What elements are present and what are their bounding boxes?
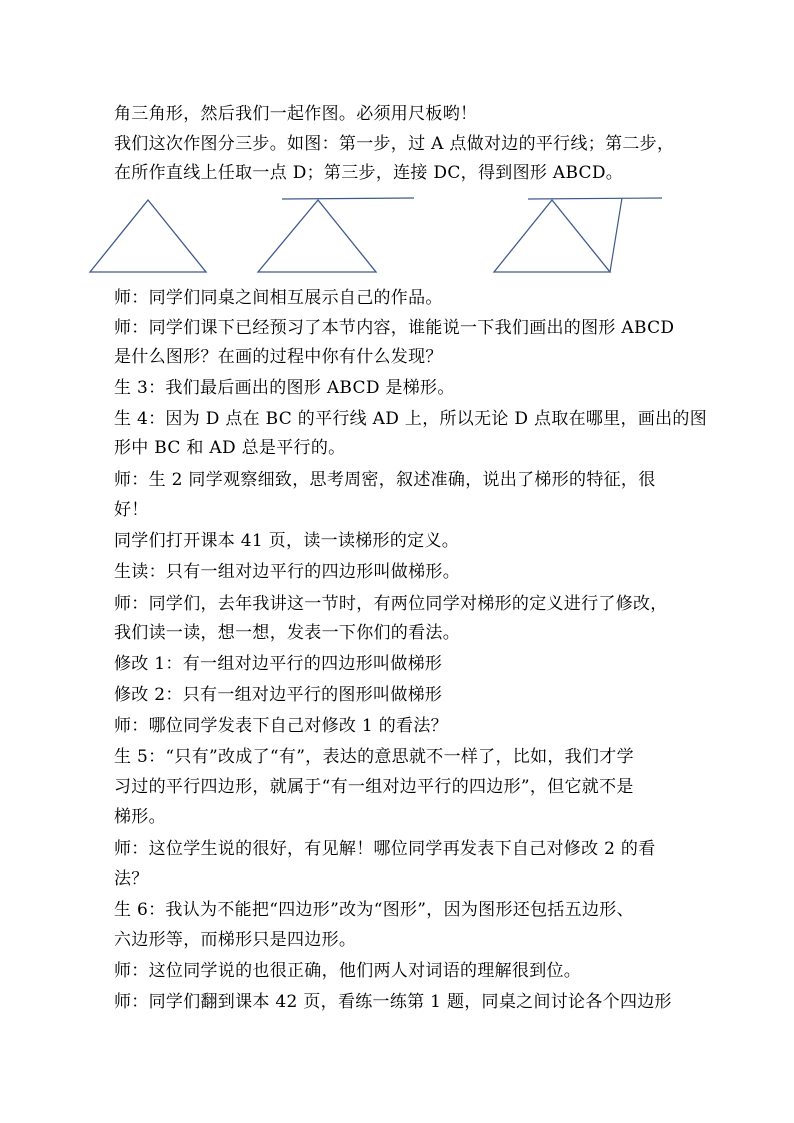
figure-trapezoid-abcd bbox=[494, 198, 662, 272]
text-line-18: 师：哪位同学发表下自己对修改 1 的看法？ bbox=[114, 716, 448, 736]
text-line-12: 同学们打开课本 41 页，读一读梯形的定义。 bbox=[114, 531, 460, 551]
text-line-3: 在所作直线上任取一点 D；第三步，连接 DC，得到图形 ABCD。 bbox=[114, 163, 624, 183]
text-line-22: 师：这位学生说的很好，有见解！哪位同学再发表下自己对修改 2 的看 bbox=[114, 839, 656, 859]
text-line-17: 修改 2：只有一组对边平行的图形叫做梯形 bbox=[114, 685, 443, 705]
text-line-10: 师：生 2 同学观察细致，思考周密，叙述准确，说出了梯形的特征，很 bbox=[114, 470, 656, 490]
figure-triangle-with-parallel-line bbox=[258, 198, 414, 272]
text-line-5: 师：同学们课下已经预习了本节内容，谁能说一下我们画出的图形 ABCD bbox=[114, 318, 675, 338]
text-line-8: 生 4：因为 D 点在 BC 的平行线 AD 上，所以无论 D 点取在哪里，画出的图 bbox=[114, 409, 708, 429]
text-line-15: 我们读一读，想一想，发表一下你们的看法。 bbox=[114, 623, 460, 643]
text-line-24: 生 6：我认为不能把“四边形”改为“图形”，因为图形还包括五边形、 bbox=[114, 900, 634, 920]
text-line-11: 好！ bbox=[114, 500, 149, 520]
text-line-6: 是什么图形？在画的过程中你有什么发现？ bbox=[114, 347, 443, 367]
text-line-13: 生读：只有一组对边平行的四边形叫做梯形。 bbox=[114, 562, 460, 582]
text-line-26: 师：这位同学说的也很正确，他们两人对词语的理解很到位。 bbox=[114, 961, 582, 981]
figure-triangle bbox=[90, 200, 206, 272]
text-line-9: 形中 BC 和 AD 总是平行的。 bbox=[114, 438, 346, 458]
text-line-14: 师：同学们，去年我讲这一节时，有两位同学对梯形的定义进行了修改， bbox=[114, 594, 668, 614]
text-line-23: 法？ bbox=[114, 869, 149, 889]
text-line-4: 师：同学们同桌之间相互展示自己的作品。 bbox=[114, 288, 443, 308]
text-line-2: 我们这次作图分三步。如图：第一步，过 A 点做对边的平行线；第二步， bbox=[114, 134, 675, 154]
text-line-7: 生 3：我们最后画出的图形 ABCD 是梯形。 bbox=[114, 378, 455, 398]
text-line-25: 六边形等，而梯形只是四边形。 bbox=[114, 930, 357, 950]
text-line-16: 修改 1：有一组对边平行的四边形叫做梯形 bbox=[114, 654, 443, 674]
text-line-19: 生 5：“只有”改成了“有”，表达的意思就不一样了，比如，我们才学 bbox=[114, 747, 634, 767]
text-line-27: 师：同学们翻到课本 42 页，看练一练第 1 题，同桌之间讨论各个四边形 bbox=[114, 992, 672, 1012]
text-line-1: 角三角形，然后我们一起作图。必须用尺板哟！ bbox=[114, 104, 478, 124]
construction-figures bbox=[80, 192, 680, 282]
text-line-21: 梯形。 bbox=[114, 807, 166, 827]
text-line-20: 习过的平行四边形，就属于“有一组对边平行的四边形”，但它就不是 bbox=[114, 777, 634, 797]
